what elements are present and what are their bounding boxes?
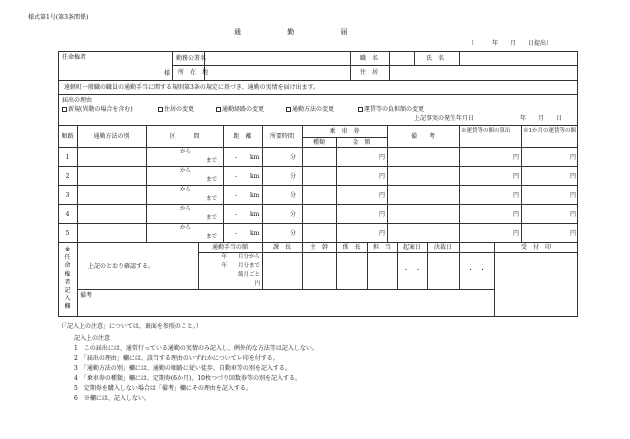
checkbox-icon[interactable] xyxy=(62,107,67,112)
row-number: 1 xyxy=(65,154,70,161)
note-item: 4 「乗車券の種類」欄には、定期券(6か月)、10枚つづり回数券等の別を記入する。 xyxy=(74,375,301,382)
fare-unit: 円 xyxy=(513,192,520,199)
distance-unit: km xyxy=(250,192,260,199)
monthly-unit: 円 xyxy=(570,230,577,237)
monthly-unit: 円 xyxy=(570,173,577,180)
row-number: 4 xyxy=(65,211,70,218)
amount-unit: 円 xyxy=(379,173,386,180)
checkbox-icon[interactable] xyxy=(158,107,163,112)
approver-section-chief: 課 長 xyxy=(272,244,291,251)
appointer-remarks-label: 備考 xyxy=(80,292,93,299)
allowance-yen: 円 xyxy=(254,281,260,287)
allowance-to: 年 月分まで xyxy=(221,263,260,269)
address-field[interactable] xyxy=(206,69,348,77)
header-monthly: ※1か月の運賃等の額 xyxy=(523,128,576,134)
note-item: 1 この届出には、通常行っている通勤の実情のみ記入し、例外的な方法等は記入しない。 xyxy=(74,345,318,352)
reason-new[interactable]: 新規(異動の場合を含む) xyxy=(62,106,133,113)
residence-label: 住 居 xyxy=(360,69,379,76)
confirm-text: 上記のとおり確認する。 xyxy=(88,263,155,270)
time-unit: 分 xyxy=(290,173,297,180)
time-unit: 分 xyxy=(290,211,297,218)
section-to: まで xyxy=(206,196,218,202)
fare-unit: 円 xyxy=(513,154,520,161)
allowance-label: 通勤手当の額 xyxy=(211,244,248,251)
header-fare-calc: ※運賃等の額の算出 xyxy=(461,128,511,134)
distance-unit: km xyxy=(250,154,260,161)
section-from: から xyxy=(180,149,192,155)
section-to: まで xyxy=(206,234,218,240)
row-number: 2 xyxy=(65,173,70,180)
header-time: 所要時間 xyxy=(269,133,294,140)
distance-dash: - xyxy=(235,211,238,218)
time-unit: 分 xyxy=(290,154,297,161)
draft-date-label: 起案日 xyxy=(402,244,421,251)
header-method: 通勤方法の別 xyxy=(93,133,130,140)
name-label: 氏 名 xyxy=(426,55,445,62)
allowance-from: 年 月分から xyxy=(221,254,260,260)
approval-date-label: 決裁日 xyxy=(433,244,452,251)
header-ticket-kind: 種類 xyxy=(312,139,325,146)
appointer-label: 任命権者 xyxy=(62,54,87,61)
header-ticket: 乗 車 券 xyxy=(329,128,360,135)
address-label: 所 在 地 xyxy=(178,69,209,76)
statement-text: 遠軽町一般職の職員の通勤手当に関する規則第3条の規定に基づき、通勤の実情を届け出ます。 xyxy=(64,84,320,91)
checkbox-icon[interactable] xyxy=(286,107,291,112)
approver-manager: 主 幹 xyxy=(309,244,328,251)
reason-fare[interactable]: 運賃等の負担額の変更 xyxy=(358,106,424,113)
monthly-unit: 円 xyxy=(570,154,577,161)
time-unit: 分 xyxy=(290,192,297,199)
receipt-stamp-label: 受 付 印 xyxy=(520,244,551,251)
time-unit: 分 xyxy=(290,230,297,237)
section-to: まで xyxy=(206,158,218,164)
workplace-field[interactable] xyxy=(206,55,348,63)
reason-residence[interactable]: 住居の変更 xyxy=(158,106,194,113)
distance-dash: - xyxy=(235,173,238,180)
submission-date: （ 年 月 日提出） xyxy=(468,40,553,47)
approver-subsection-chief: 係 長 xyxy=(342,244,361,251)
distance-dash: - xyxy=(235,230,238,237)
section-from: から xyxy=(180,168,192,174)
occurrence-label: 上記事実の発生年月日 xyxy=(414,115,475,122)
honorific-suffix: 様 xyxy=(164,70,171,77)
reason-method[interactable]: 通勤方法の変更 xyxy=(286,106,334,113)
form-number: 様式第1号(第3条関係) xyxy=(28,14,89,21)
section-to: まで xyxy=(206,177,218,183)
note-item: 6 ※欄には、記入しない。 xyxy=(74,395,150,402)
fare-unit: 円 xyxy=(513,230,520,237)
header-section: 区 間 xyxy=(169,133,200,140)
checkbox-icon[interactable] xyxy=(216,107,221,112)
checkbox-icon[interactable] xyxy=(358,107,363,112)
amount-unit: 円 xyxy=(379,211,386,218)
amount-unit: 円 xyxy=(379,230,386,237)
distance-dash: - xyxy=(235,192,238,199)
approver-staff: 担 当 xyxy=(372,244,391,251)
distance-unit: km xyxy=(250,173,260,180)
section-from: から xyxy=(180,225,192,231)
note-item: 3 「通勤方法の別」欄には、通勤の順路に従い徒歩、自動車等の別を記入する。 xyxy=(74,365,291,372)
header-remarks: 備 考 xyxy=(410,133,435,140)
monthly-unit: 円 xyxy=(570,192,577,199)
reasons-label: 届出の理由 xyxy=(62,97,93,104)
note-item: 2 「届出の理由」欄には、該当する理由のいずれかについてレ印を付する。 xyxy=(74,355,279,362)
header-order: 順路 xyxy=(61,133,74,140)
amount-unit: 円 xyxy=(379,154,386,161)
reason-route[interactable]: 通勤経路の変更 xyxy=(216,106,264,113)
position-label: 職 名 xyxy=(360,55,379,62)
header-ticket-amount: 金 額 xyxy=(352,139,371,146)
section-from: から xyxy=(180,187,192,193)
distance-unit: km xyxy=(250,211,260,218)
amount-unit: 円 xyxy=(379,192,386,199)
name-field[interactable] xyxy=(461,55,576,63)
draft-date-dots[interactable]: ・ ・ xyxy=(402,267,421,274)
row-number: 5 xyxy=(65,230,70,237)
fare-unit: 円 xyxy=(513,173,520,180)
distance-dash: - xyxy=(235,154,238,161)
section-from: から xyxy=(180,206,192,212)
fare-unit: 円 xyxy=(513,211,520,218)
occurrence-date[interactable]: 年 月 日 xyxy=(520,115,563,122)
footnote: （「記入上の注意」については、裏面を参照のこと。） xyxy=(58,323,202,330)
approval-date-dots[interactable]: ・ ・ xyxy=(467,267,486,274)
row-number: 3 xyxy=(65,192,70,199)
allowance-period: 箇月ごと xyxy=(237,272,260,278)
workplace-label: 勤務公署名 xyxy=(176,55,207,62)
section-to: まで xyxy=(206,215,218,221)
form-title: 通 勤 届 xyxy=(234,28,370,36)
monthly-unit: 円 xyxy=(570,211,577,218)
header-distance: 距 離 xyxy=(233,133,252,140)
residence-field[interactable] xyxy=(391,69,576,77)
note-item: 5 定期券を購入しない場合は「備考」欄にその理由を記入する。 xyxy=(74,385,252,392)
position-field[interactable] xyxy=(391,55,413,63)
notes-title: 記入上の注意 xyxy=(74,335,111,342)
distance-unit: km xyxy=(250,230,260,237)
appointer-side-label: ※ 任 命 権 者 記 入 欄 xyxy=(64,246,71,311)
